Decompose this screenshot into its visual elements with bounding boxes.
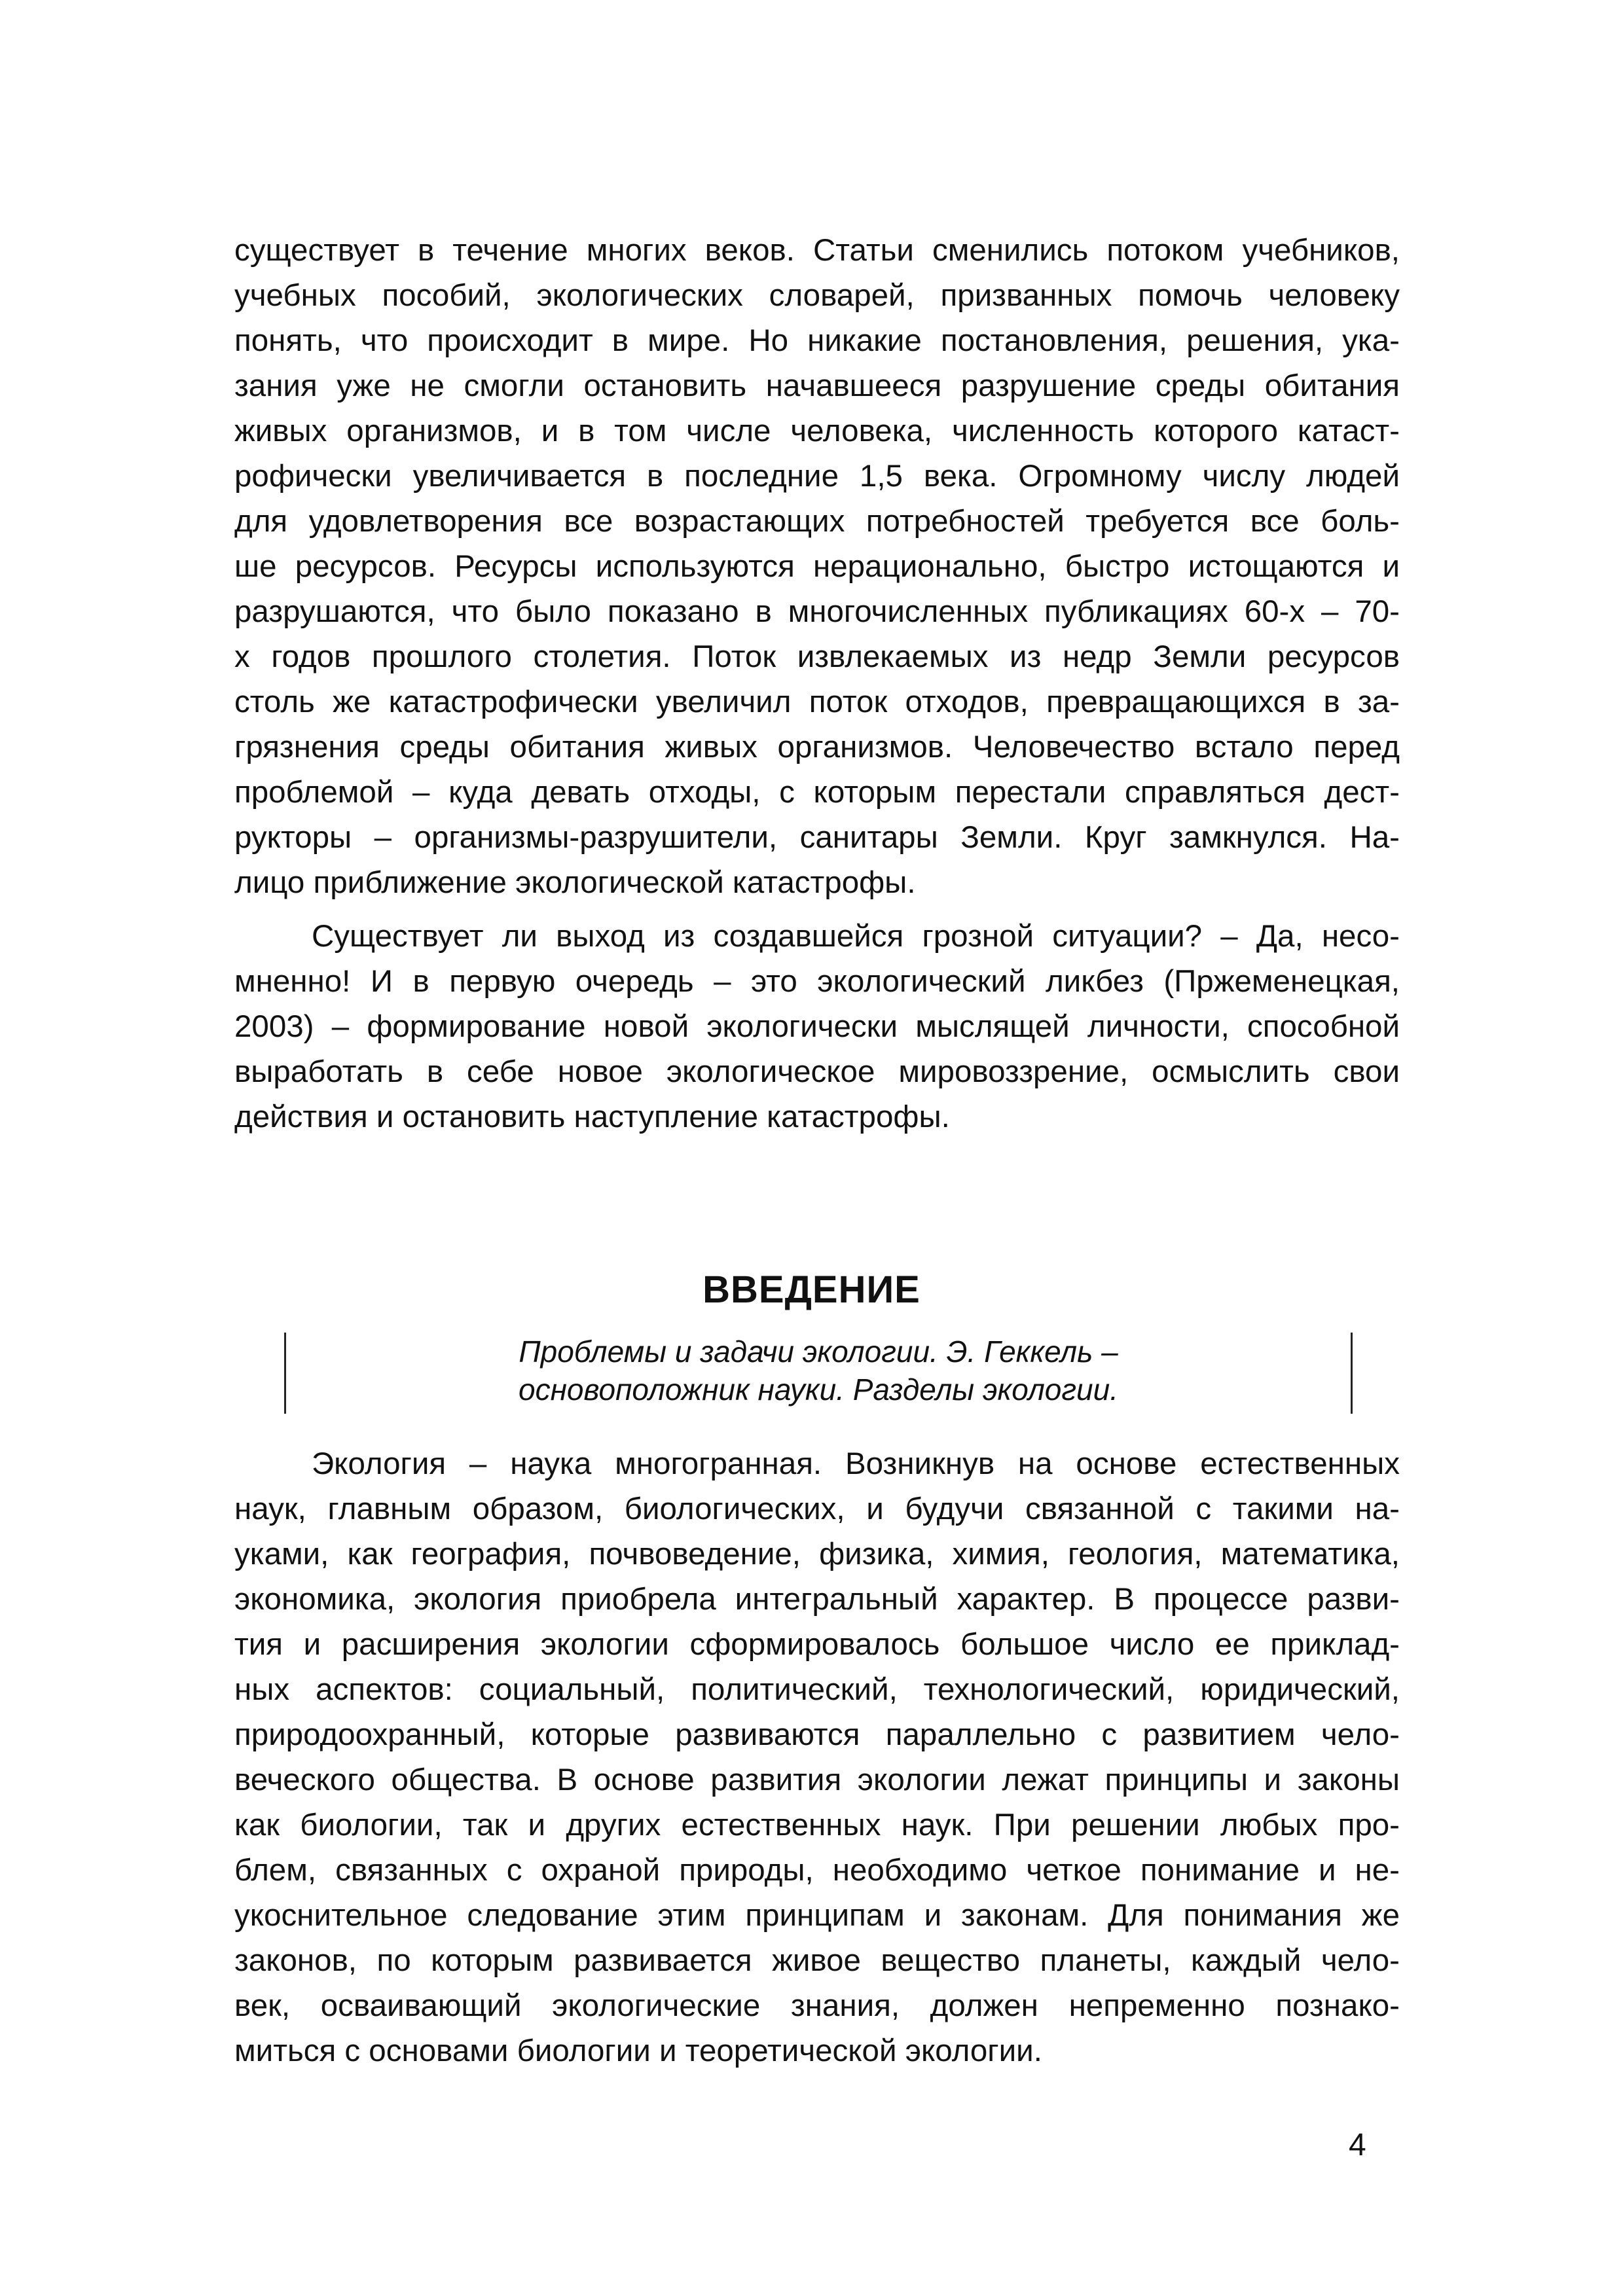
text-line: разрушаются, что было показано в многочисленных публикациях 60-х – 70- xyxy=(234,594,1400,629)
text-line: мненно! И в первую очередь – это экологический ликбез (Пржеменецкая, xyxy=(234,964,1400,999)
page-number: 4 xyxy=(1349,2128,1366,2162)
text-line: лицо приближение экологической катастрофы. xyxy=(234,865,916,900)
text-line: как биологии, так и других естественных наук. При решении любых про- xyxy=(234,1808,1400,1842)
text-line: миться с основами биологии и теоретической экологии. xyxy=(234,2034,1042,2068)
text-line: укоснительное следование этим принципам и законам. Для понимания же xyxy=(234,1898,1400,1933)
epigraph-right-bar xyxy=(1351,1333,1353,1414)
text-line: уками, как география, почвоведение, физика, химия, геология, математика, xyxy=(234,1537,1400,1571)
section-epigraph xyxy=(284,1333,1353,1414)
text-line: Экология – наука многогранная. Возникнув на основе естественных xyxy=(312,1446,1400,1481)
text-line: Существует ли выход из создавшейся грозной ситуации? – Да, несо- xyxy=(312,919,1400,954)
exit-paragraph xyxy=(234,914,1400,1139)
text-line: природоохранный, которые развиваются параллельно с развитием чело- xyxy=(234,1717,1400,1752)
epigraph-line: основоположник науки. Разделы экологии. xyxy=(519,1372,1118,1407)
intro-paragraph xyxy=(234,228,1400,905)
text-line: действия и остановить наступление катастрофы. xyxy=(234,1100,950,1134)
text-line: понять, что происходит в мире. Но никакие постановления, решения, ука- xyxy=(234,323,1400,358)
text-line: проблемой – куда девать отходы, с которым перестали справляться дест- xyxy=(234,775,1400,810)
text-line: существует в течение многих веков. Статьи сменились потоком учебников, xyxy=(234,233,1400,268)
text-line: 2003) – формирование новой экологически мыслящей личности, способной xyxy=(234,1009,1400,1044)
text-line: выработать в себе новое экологическое мировоззрение, осмыслить свои xyxy=(234,1054,1400,1089)
epigraph-line: Проблемы и задачи экологии. Э. Геккель – xyxy=(519,1335,1118,1369)
text-line: экономика, экология приобрела интегральный характер. В процессе разви- xyxy=(234,1582,1400,1617)
text-line: ных аспектов: социальный, политический, технологический, юридический, xyxy=(234,1672,1400,1707)
section-title: ВВЕДЕНИЕ xyxy=(702,1268,921,1311)
text-line: учебных пособий, экологических словарей, призванных помочь человеку xyxy=(234,278,1400,313)
text-line: столь же катастрофически увеличил поток отходов, превращающихся в за- xyxy=(234,685,1400,719)
text-line: живых организмов, и в том числе человека, численность которого катаст- xyxy=(234,414,1400,448)
epigraph-text xyxy=(310,1333,1326,1408)
text-line: тия и расширения экологии сформировалось большое число ее приклад- xyxy=(234,1627,1400,1662)
text-line: зания уже не смогли остановить начавшееся разрушение среды обитания xyxy=(234,368,1400,403)
text-line: законов, по которым развивается живое вещество планеты, каждый чело- xyxy=(234,1943,1400,1978)
text-line: рофически увеличивается в последние 1,5 века. Огромному числу людей xyxy=(234,459,1400,493)
ecology-paragraph xyxy=(234,1441,1400,2073)
epigraph-left-bar xyxy=(284,1333,286,1414)
text-line: грязнения среды обитания живых организмов. Человечество встало перед xyxy=(234,730,1400,764)
text-line: х годов прошлого столетия. Поток извлекаемых из недр Земли ресурсов xyxy=(234,639,1400,674)
text-line: рукторы – организмы-разрушители, санитары Земли. Круг замкнулся. На- xyxy=(234,820,1400,855)
text-line: веческого общества. В основе развития экологии лежат принципы и законы xyxy=(234,1763,1400,1797)
text-line: век, осваивающий экологические знания, должен непременно познако- xyxy=(234,1988,1400,2023)
text-line: блем, связанных с охраной природы, необходимо четкое понимание и не- xyxy=(234,1853,1400,1888)
text-line: для удовлетворения все возрастающих потребностей требуется все боль- xyxy=(234,504,1400,539)
text-line: ше ресурсов. Ресурсы используются нерационально, быстро истощаются и xyxy=(234,549,1400,584)
text-line: наук, главным образом, биологических, и будучи связанной с такими на- xyxy=(234,1492,1400,1526)
